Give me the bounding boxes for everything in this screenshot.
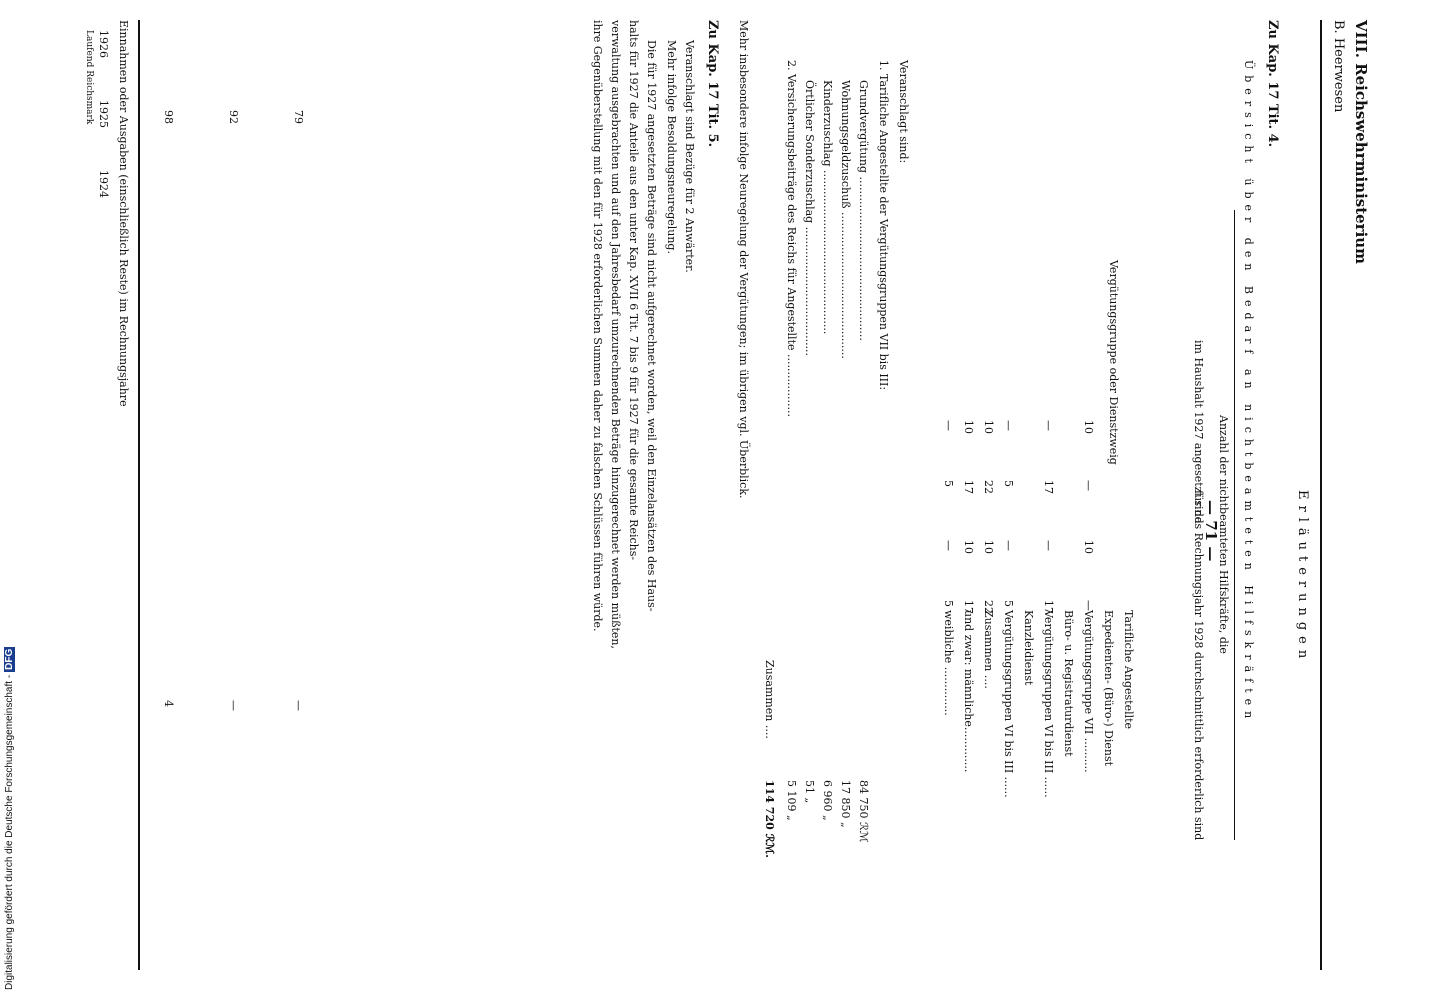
table-cell: 10 [1082,540,1095,554]
table-cell: 17 [1042,480,1055,494]
kap5-line1: Veranschlagt sind Bezüge für 2 Anwärter. [683,40,696,273]
table-cell: — [942,420,955,431]
col-head: Vergütungsgruppe oder Dienstzweig [1107,260,1120,465]
table-cell: 5 [1002,480,1015,487]
table-cell: 10 [982,540,995,554]
row-3: Büro- u. Registraturdienst [1062,610,1075,757]
table-cell: 5 [942,480,955,487]
kap4-title: Zu Kap. 17 Tit. 4. [1265,20,1280,148]
table-cell: 10 [962,540,975,554]
header-rule [1320,20,1322,970]
col-a: im Haushalt 1927 angesetzt sind [1192,340,1205,524]
budget-value-1: 84 750 ℛℳ [857,780,870,843]
budget-item-3: Kinderzuschlag ............................................... [821,80,834,335]
page-number: — 71 — [1202,500,1220,562]
table-cell: — [942,540,955,551]
row-9: weibliche .............. [942,610,955,716]
table-cell: 10 [1082,420,1095,434]
table-cell: — [1042,420,1055,431]
table-cell: 17 [962,600,975,614]
row-4: Vergütungsgruppen VI bis III ...... [1042,610,1055,798]
budget-value-5: 5 109 „ [785,780,798,821]
kap5-para4: ihre Gegenüberstellung mit den für 1928 erforderlichen Summen daher zu falschen Schlüssen führen würde. [591,20,604,632]
amount-1925-a: 92 [227,110,240,124]
ministry-title: VIII. Reichswehrministerium [1352,20,1370,265]
row-7: Zusammen .... [982,610,995,689]
amount-1926-b: 4 [162,700,175,707]
table-cell: 17 [962,480,975,494]
table-cell: 22 [982,480,995,494]
kap5-para3: verwaltung ausgebrachten und auf den Jahresbedarf umzurechnenden Beträge hinzugerechnet werden müßten, [609,20,622,649]
total-value: 114 720 ℛℳ. [763,780,776,858]
footer-text: Digitalisierung gefördert durch die Deutsche Forschungsgemeinschaft - [4,674,15,990]
heading: Erläuterungen [1295,490,1310,665]
dfg-logo: DFG [4,648,15,670]
budget-value-3: 6 960 „ [821,780,834,821]
amount-1925-b: — [227,700,240,711]
total-label: Zusammen .... [763,660,776,739]
row-1: Expedienten- (Büro-) Dienst [1102,610,1115,767]
amounts-header: Einnahmen oder Ausgaben (einschließlich Reste) im Rechnungsjahre [117,20,130,407]
amount-1924-b: — [292,700,305,711]
table-cell: — [1082,480,1095,491]
amounts-rule [138,20,140,970]
unit-label: Laufend Reichsmark [84,30,94,125]
kap4-note: Mehr insbesondere infolge Neuregelung der Vergütungen; im übrigen vgl. Überblick. [737,20,750,499]
row-2: Vergütungsgruppe VII .......... [1082,610,1095,773]
kap5-title: Zu Kap. 17 Tit. 5. [705,20,720,148]
budget-value-4: 51 „ [803,780,816,804]
table-cell: 10 [982,420,995,434]
amount-1924-a: 79 [292,110,305,124]
budget-item-2: Wohnungsgeldzuschuß .......................................... [839,80,852,359]
budget-item-5: 2. Versicherungsbeiträge des Reichs für Angestellte .................. [785,60,798,417]
kap5-para1: Die für 1927 angesetzten Beträge sind nicht aufgerechnet worden, weil den Einzelansätzen des Haus- [645,40,658,612]
col-b: für das Rechnungsjahr 1928 durchschnittlich erforderlich sind [1192,490,1205,841]
table-cell: 22 [982,600,995,614]
col-group: Anzahl der nichtbeamteten Hilfskräfte, die [1217,415,1230,654]
table-cell: — [1002,540,1015,551]
table-top-rule [1234,210,1235,840]
rotated-content [80,20,1380,980]
year-1924: 1924 [97,170,110,198]
kap4-subtitle: Übersicht über den Bedarf an nichtbeamteten Hilfskräften [1242,60,1255,725]
budget-item-0: 1. Tarifliche Angestellte der Vergütungsgruppen VII bis III: [877,60,890,391]
budget-value-2: 17 850 „ [839,780,852,828]
row-6: Vergütungsgruppen VI bis III ...... [1002,610,1015,798]
table-cell: — [1082,600,1095,611]
table-cell: — [1002,420,1015,431]
table-cell: 17 [1042,600,1055,614]
table-cell: — [1042,540,1055,551]
row-0: Tarifliche Angestellte [1122,610,1135,730]
row-5: Kanzleidienst [1022,610,1035,686]
table-cell: 5 [1002,600,1015,607]
year-1925: 1925 [97,100,110,128]
budget-intro: Veranschlagt sind: [897,60,910,164]
kap5-line2: Mehr infolge Besoldungsneuregelung. [665,40,678,254]
row-8: und zwar: männliche............. [962,610,975,773]
table-cell: 5 [942,600,955,607]
budget-item-1: Grundvergütung ............................................... [857,80,870,341]
digitization-footer [4,647,15,990]
amount-1926-a: 98 [162,110,175,124]
section-title: B. Heerwesen [1331,20,1346,113]
table-cell: 10 [962,420,975,434]
budget-item-4: Örtlicher Sonderzuschlag ..................................... [803,80,816,357]
kap5-para2: halts für 1927 die Anteile aus den unter Kap. XVII 6 Tit. 7 bis 9 für 1927 für die gesamte Reichs- [627,20,640,561]
year-1926: 1926 [97,30,110,58]
